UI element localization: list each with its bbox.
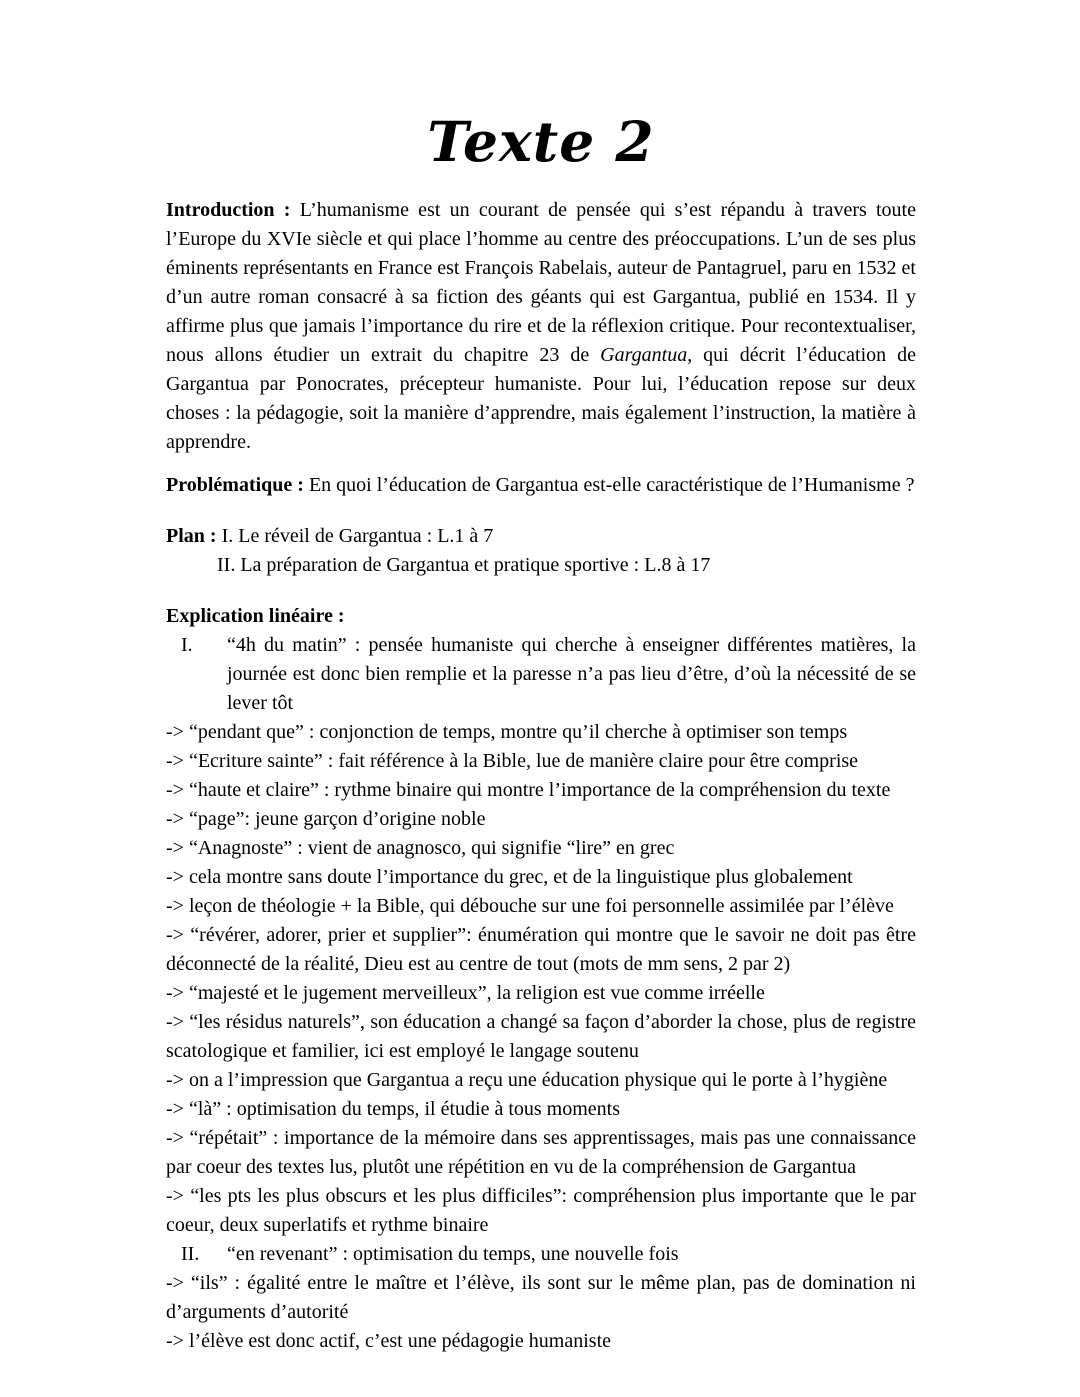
list-item	[166, 892, 916, 921]
item-marker: II.	[181, 1243, 200, 1265]
list-item	[166, 1008, 916, 1066]
plan-item-1: I. Le réveil de Gargantua : L.1 à 7	[216, 525, 494, 547]
list-item	[166, 718, 916, 747]
plan-section	[166, 522, 916, 580]
item-text: “page”: jeune garçon d’origine noble	[183, 808, 486, 830]
item-text: l’élève est donc actif, c’est une pédagogie humaniste	[183, 1330, 612, 1352]
problematique-label: Problématique :	[166, 474, 304, 496]
list-item	[166, 631, 916, 718]
item-text: “majesté et le jugement merveilleux”, la religion est vue comme irréelle	[183, 982, 765, 1004]
item-text: “Anagnoste” : vient de anagnosco, qui signifie “lire” en grec	[183, 837, 675, 859]
item-marker: ->	[166, 1127, 184, 1149]
list-item	[166, 1182, 916, 1240]
plan-label: Plan :	[166, 525, 217, 547]
item-marker: ->	[166, 1185, 184, 1207]
item-text: “haute et claire” : rythme binaire qui montre l’importance de la compréhension du texte	[183, 779, 891, 801]
explication-heading-label: Explication linéaire :	[166, 605, 345, 627]
list-item	[166, 1124, 916, 1182]
item-text: “en revenant” : optimisation du temps, une nouvelle fois	[227, 1243, 679, 1265]
list-item	[166, 1095, 916, 1124]
item-marker: ->	[166, 750, 184, 772]
item-marker: ->	[166, 866, 184, 888]
intro-text-2: , qui décrit l’éducation de Gargantua par Ponocrates, précepteur humaniste. Pour lui, l’éducation repose sur deux choses : la pédagogie, soit la manière d’apprendre, mais également l’instruction, la matière à apprendre.	[166, 344, 917, 453]
list-item	[166, 1269, 916, 1327]
item-marker: ->	[166, 924, 184, 946]
item-text: “Ecriture sainte” : fait référence à la Bible, lue de manière claire pour être comprise	[183, 750, 859, 772]
item-text: “là” : optimisation du temps, il étudie à tous moments	[183, 1098, 620, 1120]
item-marker: ->	[166, 1069, 184, 1091]
plan-line-2: II. La préparation de Gargantua et pratique sportive : L.8 à 17	[217, 554, 711, 576]
item-marker: ->	[166, 808, 184, 830]
list-item	[166, 921, 916, 979]
item-marker: I.	[181, 634, 193, 656]
item-marker: ->	[166, 721, 184, 743]
list-item	[166, 1327, 916, 1356]
explication-heading	[166, 602, 916, 631]
item-text: “révérer, adorer, prier et supplier”: énumération qui montre que le savoir ne doit pas être déconnecté de la réalité, Dieu est au centre de tout (mots de mm sens, 2 par 2)	[166, 924, 916, 975]
item-marker: ->	[166, 982, 184, 1004]
item-text: “ils” : égalité entre le maître et l’élève, ils sont sur le même plan, pas de domination ni d’arguments d’autorité	[166, 1272, 916, 1323]
item-text: leçon de théologie + la Bible, qui débouche sur une foi personnelle assimilée par l’élève	[183, 895, 894, 917]
list-item	[166, 805, 916, 834]
list-item	[166, 1240, 916, 1269]
intro-italic-work-title: Gargantua	[600, 344, 688, 366]
list-item	[166, 834, 916, 863]
item-marker: ->	[166, 1272, 184, 1294]
plan-line-1	[166, 522, 916, 551]
problematique-paragraph	[166, 471, 916, 500]
list-item	[166, 776, 916, 805]
item-marker: ->	[166, 895, 184, 917]
item-marker: ->	[166, 779, 184, 801]
item-text: on a l’impression que Gargantua a reçu une éducation physique qui le porte à l’hygiène	[183, 1069, 888, 1091]
document-title: Texte 2	[427, 109, 655, 174]
list-item	[166, 863, 916, 892]
item-text: “pendant que” : conjonction de temps, montre qu’il cherche à optimiser son temps	[183, 721, 848, 743]
list-item	[166, 979, 916, 1008]
intro-paragraph	[166, 196, 916, 457]
intro-text-1: L’humanisme est un courant de pensée qui s’est répandu à travers toute l’Europe du XVIe siècle et qui place l’homme au centre des préoccupations. L’un de ses plus éminents représentants en France est François Rabelais, auteur de Pantagruel, paru en 1532 et d’un autre roman consacré à sa fiction des géants qui est Gargantua, publié en 1534. Il y affirme plus que jamais l’importance du rire et de la réflexion critique. Pour recontextualiser, nous allons étudier un extrait du chapitre 23 de	[166, 199, 916, 366]
item-text: “4h du matin” : pensée humaniste qui cherche à enseigner différentes matières, la journée est donc bien remplie et la paresse n’a pas lieu d’être, d’où la nécessité de se lever tôt	[227, 634, 916, 714]
explication-list	[166, 631, 916, 1356]
item-marker: ->	[166, 1098, 184, 1120]
list-item	[166, 747, 916, 776]
list-item	[166, 1066, 916, 1095]
item-text: “répétait” : importance de la mémoire dans ses apprentissages, mais pas une connaissance par coeur des textes lus, plutôt une répétition en vu de la compréhension de Gargantua	[166, 1127, 916, 1178]
item-marker: ->	[166, 1011, 184, 1033]
item-text: “les pts les plus obscurs et les plus difficiles”: compréhension plus importante que le par coeur, deux superlatifs et rythme binaire	[166, 1185, 916, 1236]
item-text: “les résidus naturels”, son éducation a changé sa façon d’aborder la chose, plus de registre scatologique et familier, ici est employé le langage soutenu	[166, 1011, 916, 1062]
item-text: cela montre sans doute l’importance du grec, et de la linguistique plus globalement	[183, 866, 853, 888]
item-marker: ->	[166, 837, 184, 859]
item-marker: ->	[166, 1330, 184, 1352]
problematique-text: En quoi l’éducation de Gargantua est-elle caractéristique de l’Humanisme ?	[303, 474, 915, 496]
intro-label: Introduction :	[166, 199, 291, 221]
